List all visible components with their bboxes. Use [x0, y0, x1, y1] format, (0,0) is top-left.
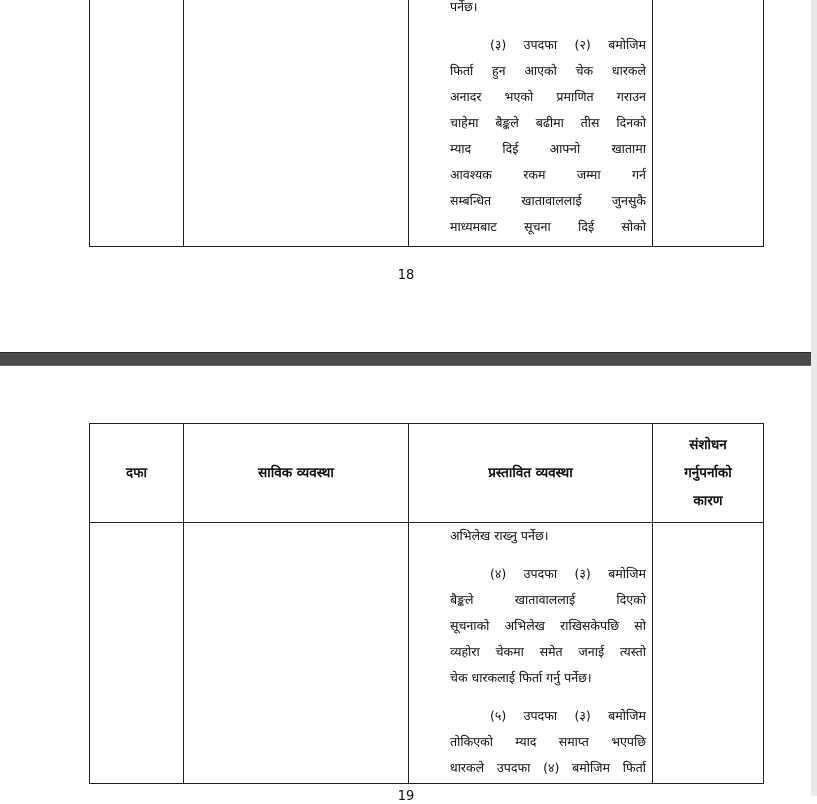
- reason-cell: [653, 0, 764, 247]
- proposed-provision-cell: [409, 0, 653, 247]
- viewer-scroll-edge: [811, 0, 817, 796]
- text-line: सूचनाको अभिलेख राखिसकेपछि सो: [450, 618, 646, 633]
- amendment-table: [89, 423, 764, 784]
- text-line: चेक धारकलाई फिर्ता गर्नु पर्नेछ।: [450, 670, 592, 685]
- text-line: (३) उपदफा (२) बमोजिम: [490, 37, 646, 52]
- table-header-row: [90, 424, 764, 523]
- existing-provision-cell: [184, 523, 409, 784]
- text-line: अभिलेख राख्नु पर्नेछ।: [450, 528, 549, 543]
- text-line: आवश्यक रकम जम्मा गर्न: [450, 167, 646, 182]
- reason-cell: [653, 523, 764, 784]
- text-line: सम्बन्धित खातावाललाई जुनसुकै: [450, 193, 646, 208]
- table-row: [90, 523, 764, 784]
- header-proposed-provision: प्रस्तावित व्यवस्था: [409, 424, 653, 523]
- text-line: फिर्ता हुन आएको चेक धारकले: [450, 63, 646, 78]
- text-line: चाहेमा बैङ्कले बढीमा तीस दिनको: [450, 115, 646, 130]
- document-page-19: [0, 366, 817, 804]
- text-line: (५) उपदफा (३) बमोजिम: [490, 708, 646, 723]
- amendment-table-continued: [89, 0, 764, 247]
- table-row: [90, 0, 764, 247]
- text-line: व्यहोरा चेकमा समेत जनाई त्यस्तो: [450, 644, 646, 659]
- text-line: बैङ्कले खातावाललाई दिएको: [450, 592, 646, 607]
- header-existing-provision: साविक व्यवस्था: [184, 424, 409, 523]
- document-page-18: [0, 0, 817, 352]
- text-line: अनादर भएको प्रमाणित गराउन: [450, 89, 646, 104]
- section-cell: [90, 523, 184, 784]
- text-line: तोकिएको म्याद समाप्त भएपछि: [450, 734, 646, 749]
- text-line: (४) उपदफा (३) बमोजिम: [490, 566, 646, 581]
- page-separator: [0, 352, 817, 366]
- header-section: दफा: [90, 424, 184, 523]
- page-number: 19: [397, 789, 415, 804]
- page-number: 18: [397, 268, 415, 283]
- text-line: म्याद दिई आफ्नो खातामा: [450, 141, 646, 156]
- existing-provision-cell: [184, 0, 409, 247]
- header-amendment-reason: संशोधन गर्नुपर्नाको कारण: [653, 424, 764, 523]
- text-line: पर्नेछ।: [450, 0, 478, 14]
- text-line: धारकले उपदफा (४) बमोजिम फिर्ता: [450, 760, 646, 775]
- text-line: माध्यमबाट सूचना दिई सोको: [450, 219, 646, 234]
- proposed-provision-cell: [409, 523, 653, 784]
- section-cell: [90, 0, 184, 247]
